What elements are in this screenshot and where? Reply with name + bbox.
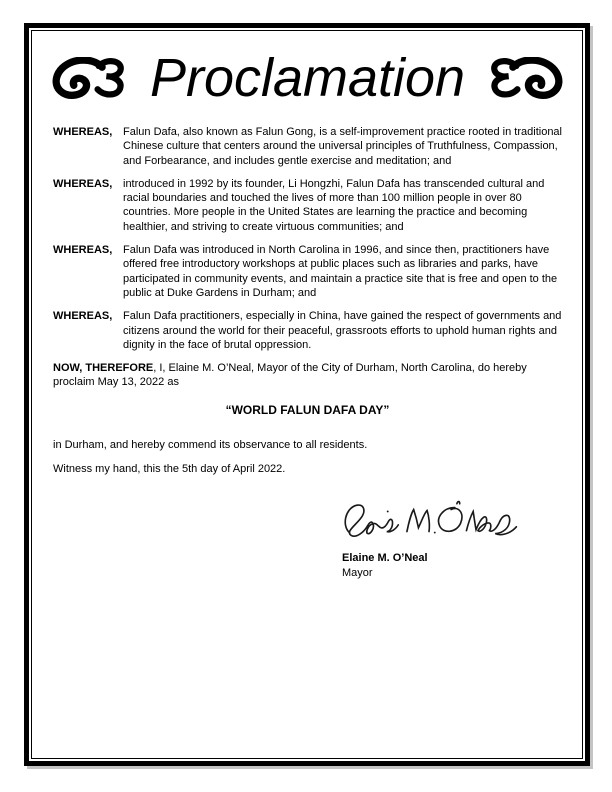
- swash-flourish-left-icon: [51, 57, 126, 100]
- whereas-clause: [53, 125, 562, 168]
- signature-block: [342, 498, 562, 581]
- document-inner-border: [31, 30, 583, 759]
- signatory-name: Elaine M. O’Neal: [342, 552, 428, 565]
- handwritten-signature-icon: [334, 498, 524, 546]
- whereas-label: WHEREAS,: [53, 244, 113, 257]
- closing-line-witness: Witness my hand, this the 5th day of April 2022.: [53, 463, 286, 476]
- therefore-body: , I, Elaine M. O’Neal, Mayor of the City of Durham, North Carolina, do hereby proclaim May 13, 2022 as: [53, 362, 527, 389]
- whereas-text: Falun Dafa, also known as Falun Gong, is a self-improvement practice rooted in traditional Chinese culture that centers around the universal principles of Truthfulness, Compassion, and Forbearance, and includes gentle exercise and meditation; and: [123, 126, 562, 167]
- whereas-clause: [53, 177, 562, 234]
- whereas-clause: [53, 309, 562, 352]
- therefore-lead: NOW, THEREFORE: [53, 362, 154, 375]
- whereas-label: WHEREAS,: [53, 126, 113, 138]
- page-title: Proclamation: [149, 48, 466, 108]
- proclamation-content: [32, 31, 582, 758]
- signatory-title: Mayor: [342, 567, 373, 580]
- whereas-text: Falun Dafa practitioners, especially in China, have gained the respect of governments and citizens around the world for their peaceful, grassroots efforts to uphold human rights and dignity in the face of brutal oppression.: [123, 310, 562, 351]
- swash-flourish-right-icon: [489, 57, 564, 100]
- therefore-paragraph: [53, 361, 562, 390]
- title-row: [53, 48, 562, 108]
- whereas-text: introduced in 1992 by its founder, Li Hongzhi, Falun Dafa has transcended cultural and racial boundaries and touched the lives of more than 100 million people in over 80 countries. More people in the United States are learning the practice and becoming healthier, and striving to create virtuous communities; and: [123, 177, 545, 233]
- whereas-text: Falun Dafa was introduced in North Carolina in 1996, and since then, practitioners have offered free introductory workshops at public places such as libraries and parks, have participated in community events, and maintain a practice site that is free and open to the public at Duke Gardens in Durham; and: [123, 244, 558, 299]
- whereas-label: WHEREAS,: [53, 177, 113, 190]
- document-border: [24, 23, 590, 766]
- world-falun-dafa-day-heading: “WORLD FALUN DAFA DAY”: [225, 402, 390, 417]
- whereas-clause: [53, 243, 562, 300]
- whereas-label: WHEREAS,: [53, 310, 113, 323]
- closing-line-durham: in Durham, and hereby commend its observance to all residents.: [53, 438, 368, 451]
